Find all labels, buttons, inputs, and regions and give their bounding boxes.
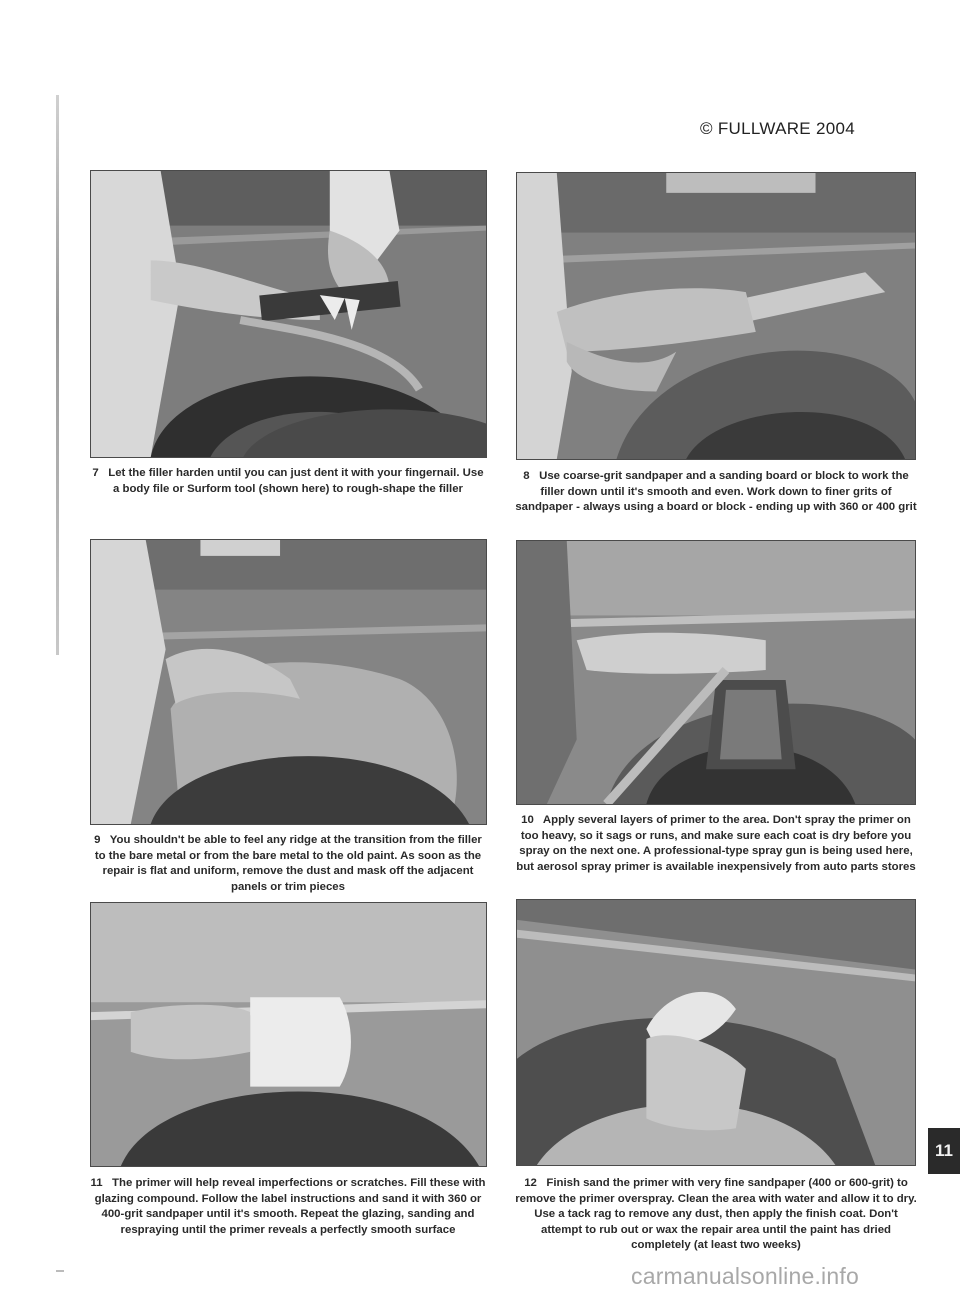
chapter-tab: 11	[928, 1128, 960, 1174]
caption-step-7	[88, 466, 488, 497]
page-edge-shadow	[56, 95, 59, 655]
photo-step-8	[516, 172, 916, 460]
photo-step-9	[90, 539, 487, 825]
caption-step-10	[514, 813, 918, 875]
photo-step-7	[90, 170, 487, 458]
margin-mark	[56, 1270, 64, 1272]
caption-step-12	[514, 1176, 918, 1254]
caption-step-8	[514, 469, 918, 516]
photo-step-10	[516, 540, 916, 805]
caption-step-11	[88, 1176, 488, 1238]
step-caption: The primer will help reveal imperfections or scratches. Fill these with glazing compound. Follow the label instructions and sand it with 360 or 400-grit sandpaper until it's smooth. Repeat the glazing, sanding and respraying until the primer reveals a perfectly smooth surface	[94, 1177, 486, 1236]
step-caption: Use coarse-grit sandpaper and a sanding board or block to work the filler down until it's smooth and even. Work down to finer grits of sandpaper - always using a board or block - ending up with 360 or 400 grit	[515, 470, 917, 513]
copyright-header: © FULLWARE 2004	[700, 119, 855, 138]
caption-step-9	[88, 833, 488, 895]
step-number: 12	[524, 1177, 537, 1189]
footer-watermark: carmanualsonline.info	[631, 1263, 859, 1289]
step-caption: You shouldn't be able to feel any ridge at the transition from the filler to the bare metal or from the bare metal to the old paint. As soon as the repair is flat and uniform, remove the dust and mask off the adjacent panels or trim pieces	[94, 834, 482, 893]
step-caption: Let the filler harden until you can just dent it with your fingernail. Use a body file or Surform tool (shown here) to rough-shape the filler	[108, 467, 484, 495]
step-caption: Finish sand the primer with very fine sandpaper (400 or 600-grit) to remove the primer overspray. Clean the area with water and allow it to dry. Use a tack rag to remove any dust, then apply the finish coat. Don't attempt to rub out or wax the repair area until the paint has dried completely (at least two weeks)	[515, 1177, 917, 1251]
step-number: 7	[92, 467, 99, 479]
step-caption: Apply several layers of primer to the area. Don't spray the primer on too heavy, so it sags or runs, and make sure each coat is dry before you spray on the next one. A professional-type spray gun is being used here, but aerosol spray primer is available inexpensively from auto parts stores	[516, 814, 916, 873]
step-number: 10	[521, 814, 534, 826]
photo-step-12	[516, 899, 916, 1166]
step-number: 8	[523, 470, 530, 482]
step-number: 11	[90, 1177, 103, 1189]
step-number: 9	[94, 834, 101, 846]
photo-step-11	[90, 902, 487, 1167]
